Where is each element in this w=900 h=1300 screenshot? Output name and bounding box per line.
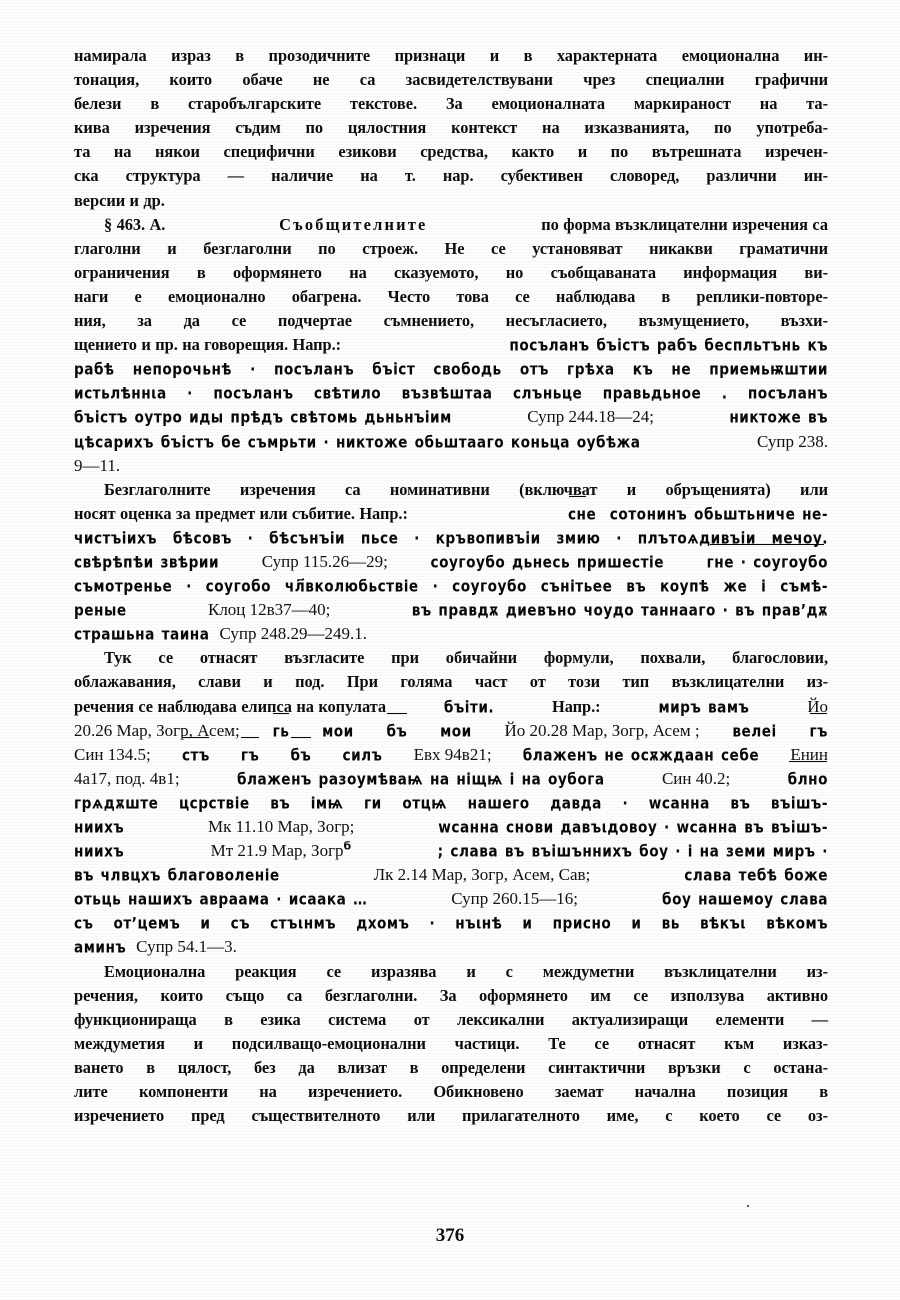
ocs-line — [74, 791, 828, 815]
line-text: щението и пр. на говорещия. Напр.: — [74, 335, 342, 355]
ocs-text: въ члвцхъ благоволенie — [74, 865, 280, 885]
text-line — [74, 44, 828, 68]
ocs-line-mixed — [74, 622, 828, 646]
titlo-abbreviation: сн — [568, 501, 587, 527]
ocs-text: блаженъ разоумѣваѩ на нiщѩ i на оубога — [236, 769, 605, 789]
ocs-line-mixed — [74, 935, 828, 959]
ocs-text-titlo: гъ — [241, 742, 259, 768]
line-text: облажавания, слави и под. При голяма част от този тип възклицателни из- — [74, 672, 828, 692]
ocs-line-mixed — [74, 887, 828, 911]
text-line — [74, 478, 828, 502]
ocs-text: рабѣ непорочьнѣ · посъланъ бъіст свободь отъ грѣха къ не приемьѭштии — [74, 359, 828, 379]
ocs-line — [74, 574, 828, 598]
source-citation: Супр 238. — [756, 431, 828, 451]
ocs-text: ; слава въ въішънниxъ боу · i на земи миръ · — [437, 841, 828, 861]
source-citation: Мк 11.10 Мар, Зогр; — [208, 817, 355, 836]
line-text: речения се наблюдава елипса на копулата — [74, 696, 387, 716]
ocs-block-2 — [74, 526, 828, 646]
line-text: ограничения в оформянето на сказуемото, но съобщаваната информация ви- — [74, 262, 828, 282]
text-line — [74, 261, 828, 285]
text-block — [74, 44, 828, 1128]
source-citation: 9—11. — [74, 455, 121, 475]
text-line — [74, 960, 828, 984]
text-line-mixed — [74, 695, 828, 719]
ocs-text: свѣрѣпѣи звѣрии — [74, 552, 220, 572]
ocs-line — [74, 454, 828, 478]
line-text: глаголни и безглаголни по строеж. Не се установяват никакви граматични — [74, 238, 828, 258]
ocs-text: реные — [74, 600, 127, 620]
text-line — [74, 237, 828, 261]
ocs-text-titlo: гь — [273, 718, 290, 744]
paragraph-1 — [74, 44, 828, 213]
source-citation: Клоц 12в37—40; — [207, 600, 331, 620]
source-citation: Супр 260.15—16; — [451, 889, 579, 909]
line-text: Емоционална реакция се изразява и с междуметни възклицателни из- — [104, 961, 828, 981]
line-text: кива изречения съдим по цялостния контекст на изказванията, по употреба- — [74, 118, 828, 138]
line-text: Тук се отнасят възгласите при обичайни формули, похвали, благословии, — [104, 648, 828, 668]
citation-text: Мт 21.9 Мар, Зогр — [210, 841, 344, 861]
ocs-text: соугоубо дьнесь пришестie — [430, 552, 664, 572]
ocs-text: wсанна снови давъιдовоу · wсанна въ въішъ- — [438, 817, 828, 837]
ocs-line-mixed — [74, 815, 828, 839]
ocs-text-titlo: гъ — [810, 718, 828, 744]
scan-artifact-dot — [747, 1205, 749, 1207]
ocs-line-mixed — [74, 430, 828, 454]
ocs-text: бъістъ оутро иды прѣдъ свѣтомь дьньнъіим — [74, 407, 452, 427]
text-line — [74, 140, 828, 164]
ocs-text: страшьна таина — [74, 624, 210, 644]
text-line — [74, 1032, 828, 1056]
line-text: лите компоненти на изречението. Обикновено заемат начална позиция в — [74, 1082, 828, 1102]
line-text: ването в цялост, без да влизат в определени синтактични връзки с остана- — [74, 1057, 828, 1077]
paragraph-4 — [74, 646, 828, 718]
ocs-line-mixed — [74, 743, 828, 767]
ocs-citation: посъланъ бъістъ рабъ беспльтънь къ — [509, 335, 828, 355]
line-text: ска структура — наличие на т. нар. субективен словоред, различни ин- — [74, 166, 828, 186]
ocs-text: никтоже въ — [729, 407, 828, 427]
ocs-text-titlo: гне · соугоубо — [707, 549, 828, 575]
text-line-mixed — [74, 502, 828, 526]
ocs-line-mixed — [74, 405, 828, 429]
source-citation: Йо 20.28 Мар, Зогр, Асем ; — [504, 720, 700, 740]
page-number: 376 — [435, 1225, 465, 1246]
ocs-text: мои — [440, 721, 472, 741]
source-citation: 4а17, под. 4в1; — [74, 768, 180, 788]
ocs-line — [74, 357, 828, 381]
ocs-block-3 — [74, 719, 828, 960]
ocs-text: въ правдѫ диевъно чоудо таннааго · въ прав’дѫ — [411, 600, 828, 620]
ocs-text: бъіти. — [443, 696, 495, 717]
source-citation: Супр 244.18—24; — [527, 407, 654, 427]
text-line — [74, 1056, 828, 1080]
ocs-text: силъ — [342, 745, 383, 765]
text-line — [74, 68, 828, 92]
ocs-text: е сотонинъ обьштьниче не- — [586, 504, 828, 524]
text-line — [74, 164, 828, 188]
ocs-text: боу нашемоу слава — [662, 889, 828, 909]
ocs-text: истьлѣннιа · посъланъ свѣтило възвѣштаа слъньце правьдьное . посъланъ — [74, 383, 828, 403]
ocs-text: ниихъ — [74, 817, 125, 837]
ocs-line-mixed — [74, 767, 828, 791]
section-number: § 463. А. — [104, 214, 166, 234]
ocs-text: аминъ — [74, 937, 127, 958]
line-text: наги е емоционално обагрена. Често това се наблюдава в реплики-повторе- — [74, 286, 828, 306]
text-line — [74, 646, 828, 670]
line-text: намирала израз в прозодичните признаци и в характерната емоционална ин- — [74, 46, 828, 65]
source-citation: Супр 54.1—3. — [136, 937, 237, 957]
ocs-text: ниихъ — [74, 841, 125, 861]
ocs-line-mixed — [74, 550, 828, 574]
ocs-line-mixed — [74, 839, 828, 863]
paragraph-3 — [74, 478, 828, 526]
text-line-mixed — [74, 333, 828, 357]
line-text: Безглаголните изречения са номинативни (включват и обръщенията) или — [104, 479, 828, 499]
line-text: изречението пред съществителното или прилагателното име, с което се оз- — [74, 1106, 828, 1126]
text-line — [74, 189, 828, 213]
source-citation: Евх 94в21; — [413, 744, 492, 764]
source-citation: Син 40.2; — [661, 768, 731, 788]
source-citation: 20.26 Мар, Зогр, Асем; — [74, 720, 240, 740]
text-line — [74, 670, 828, 694]
ocs-line — [74, 381, 828, 405]
ocs-text: блаженъ не осѫждаан себе — [522, 745, 760, 765]
line-text: тонация, които обаче не са засвидетелствувани чрез специални графични — [74, 70, 828, 90]
text-line-section-head — [74, 213, 828, 237]
text-line — [74, 1008, 828, 1032]
source-citation: Лк 2.14 Мар, Зогр, Асем, Сав; — [373, 865, 591, 885]
paragraph-2-section-463 — [74, 213, 828, 358]
ocs-line-mixed — [74, 719, 828, 743]
ocs-line-mixed — [74, 863, 828, 887]
ocs-line — [74, 911, 828, 935]
text-line — [74, 1104, 828, 1128]
line-text: междуметия и подсилващо-емоционални частици. Те се отнасят към изказ- — [74, 1033, 828, 1053]
ocs-text: мои — [322, 721, 354, 741]
text-line — [74, 285, 828, 309]
line-text: Напр.: — [552, 696, 601, 716]
source-citation — [211, 839, 352, 863]
ocs-text: съ от’цемъ и съ стъιнмъ дхомъ · нъιнѣ и присно и вь вѣкъι вѣкомъ — [74, 913, 828, 933]
text-line — [74, 116, 828, 140]
text-line — [74, 1080, 828, 1104]
paragraph-5 — [74, 960, 828, 1129]
line-text: по форма възклицателни изречения са — [541, 214, 828, 234]
text-line — [74, 309, 828, 333]
ocs-citation — [568, 501, 828, 527]
source-citation: Син 134.5; — [74, 744, 151, 764]
ocs-text-titlo: бъ — [291, 742, 312, 768]
ocs-line-mixed — [74, 598, 828, 622]
source-citation: Супр 248.29—249.1. — [219, 624, 367, 644]
line-text: речения, които също са безглаголни. За оформянето им се използува активно — [74, 985, 828, 1005]
ocs-text: грѧдѫште цсрствie въ iмѩ ги отцѩ нашего давда · wсанна въ въішъ- — [74, 793, 828, 813]
ocs-text: велеi — [732, 721, 777, 741]
text-line — [74, 92, 828, 116]
source-citation: Супр 115.26—29; — [261, 551, 388, 571]
ocs-line — [74, 526, 828, 550]
ocs-text: съмотренье · соугобо чл҃вколюбьствie · соугоубо сънiтьее въ коупѣ же i съмѣ- — [74, 576, 828, 596]
ocs-text: миръ вамъ — [658, 696, 750, 717]
line-text: та на някои специфични езикови средства, както и по вътрешната изречен- — [74, 142, 828, 162]
ocs-text: отьць нашихъ авраама · исаака … — [74, 889, 368, 909]
ocs-text-titlo: блно — [788, 766, 828, 792]
line-text: носят оценка за предмет или събитие. Напр.: — [74, 503, 408, 523]
superscript-marker: б — [343, 839, 352, 853]
ocs-text-titlo: бъ — [387, 718, 408, 744]
ocs-text: чистъіихъ бѣсовъ · бѣсънъіи пьсе · кръвопивъіи змию · плътоѧдивъіи мечоу. — [74, 528, 828, 548]
section-keyword: Съобщителните — [279, 214, 428, 234]
text-line — [74, 984, 828, 1008]
source-citation: Йо — [807, 696, 828, 716]
line-text: версии и др. — [74, 190, 165, 210]
source-citation: Енин — [790, 744, 828, 764]
line-text: белези в старобългарските текстове. За емоционалната маркираност на та- — [74, 94, 828, 114]
line-text: функционираща в езика система от лексикални актуализиращи елементи — — [74, 1009, 828, 1029]
ocs-block-1 — [74, 357, 828, 477]
ocs-text-titlo: стъ — [182, 742, 210, 768]
ocs-text: слава тебѣ боже — [684, 865, 828, 885]
ocs-text: цѣсарихъ бъістъ бе съмрьти · никтоже обьштааго коньца оубѣжа — [74, 431, 641, 452]
line-text: ния, за да се подчертае съмнението, несъгласието, възмущението, възхи- — [74, 311, 828, 331]
